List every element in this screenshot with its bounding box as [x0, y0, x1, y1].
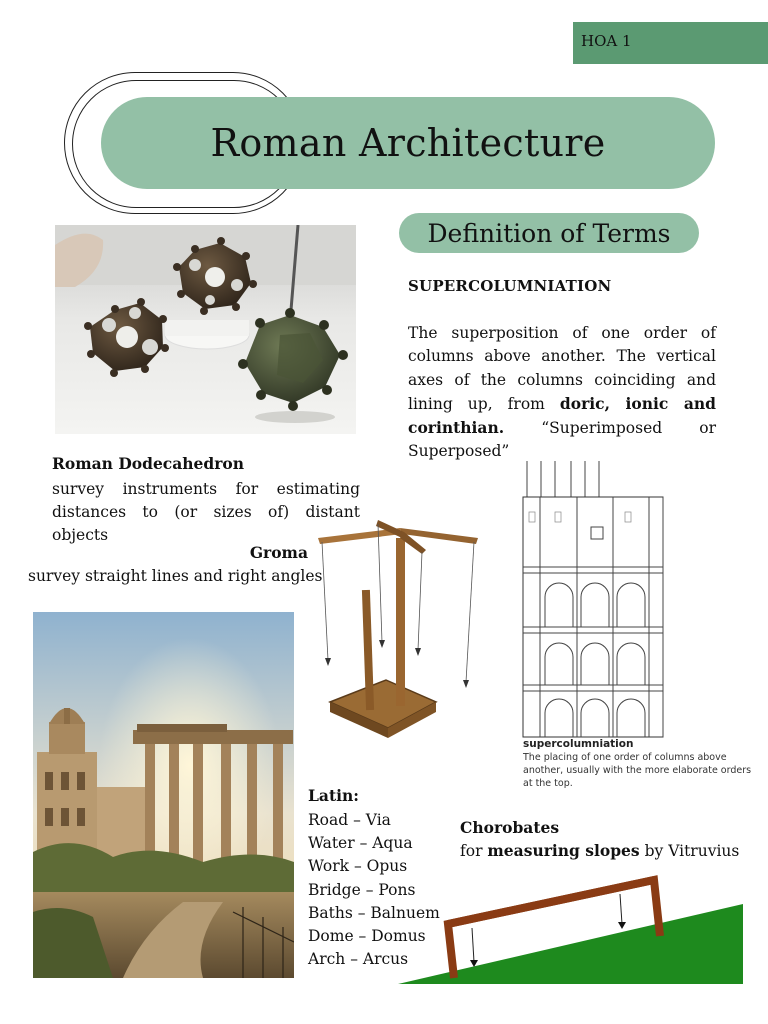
chorobates-text-suffix: by Vitruvius [639, 842, 740, 860]
latin-item: Bridge – Pons [308, 880, 416, 899]
groma-illustration [308, 510, 490, 750]
supercolumniation-heading: SUPERCOLUMNIATION [408, 277, 612, 295]
latin-item: Baths – Balnuem [308, 903, 440, 922]
chorobates-text-prefix: for [460, 842, 488, 860]
chorobates-text-bold: measuring slopes [487, 841, 640, 860]
definition-text-bold: doric, ionic and corinthian. [408, 393, 716, 438]
dodecahedron-description: survey instruments for estimating distances to (or sizes of) distant objects [52, 480, 360, 544]
latin-title: Latin: [308, 786, 359, 805]
supercolumniation-caption-text: The placing of one order of columns above another, usually with the more elaborate orders at the top. [523, 752, 752, 789]
page-title: Roman Architecture [210, 121, 606, 165]
roman-forum-photo [33, 612, 294, 978]
definition-text-part1: The superposition of one order of columns above another. The vertical axes of the columns coinciding and lining up, from [408, 324, 716, 413]
definition-text-part2: “Superimposed or Superposed” [408, 419, 716, 461]
hoa-tag [573, 22, 768, 64]
supercolumniation-definition [408, 322, 716, 464]
latin-item: Dome – Domus [308, 927, 426, 946]
hoa-tag-label: HOA 1 [581, 32, 632, 50]
chorobates-title: Chorobates [460, 818, 560, 837]
groma-title: Groma [249, 543, 308, 562]
section-title: Definition of Terms [399, 213, 699, 253]
latin-item: Work – Opus [308, 857, 408, 876]
latin-item: Arch – Arcus [308, 950, 409, 969]
groma-description: survey straight lines and right angles [28, 567, 323, 585]
chorobates-description [460, 841, 739, 860]
chorobates-diagram [398, 872, 743, 984]
dodecahedron-title: Roman Dodecahedron [52, 454, 245, 473]
supercolumniation-figure [515, 457, 750, 787]
latin-item: Water – Aqua [308, 834, 413, 853]
supercolumniation-caption-title: supercolumniation [523, 738, 634, 750]
dodecahedron-photo [55, 225, 356, 434]
supercolumniation-caption [523, 738, 753, 790]
latin-item: Road – Via [308, 811, 391, 829]
